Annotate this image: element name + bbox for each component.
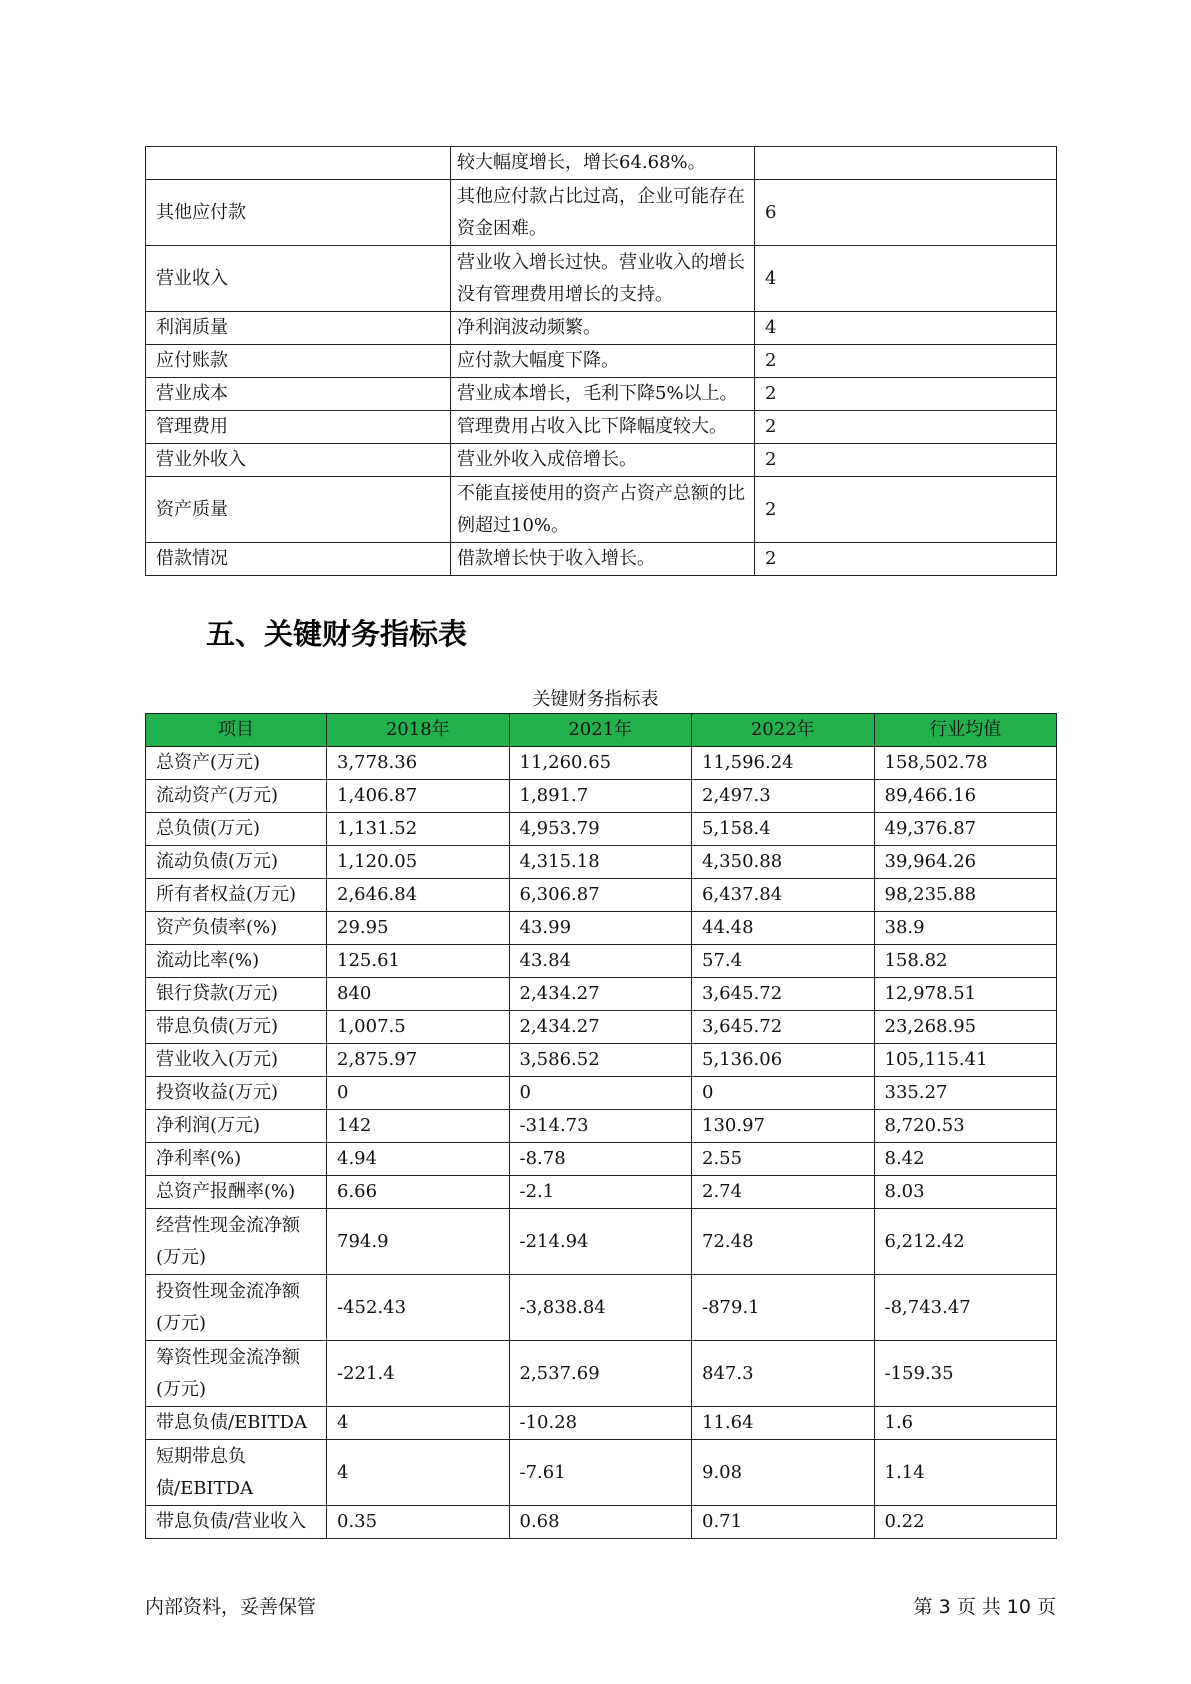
table-row	[146, 780, 1057, 813]
indicator-name: 流动负债(万元)	[146, 846, 327, 879]
indicator-value: 43.99	[509, 912, 692, 945]
table-row	[146, 1275, 1057, 1341]
indicator-value: 125.61	[327, 945, 510, 978]
indicator-name: 总资产报酬率(%)	[146, 1176, 327, 1209]
table-row	[146, 378, 1057, 411]
indicator-value: 8,720.53	[874, 1110, 1057, 1143]
indicator-value: 0.22	[874, 1506, 1057, 1539]
risk-item: 管理费用	[146, 411, 451, 444]
indicator-value: 2,434.27	[509, 978, 692, 1011]
indicator-value: 158,502.78	[874, 747, 1057, 780]
indicator-value: 0.35	[327, 1506, 510, 1539]
table-row	[146, 312, 1057, 345]
column-header: 2021年	[509, 714, 692, 747]
indicator-value: 11,596.24	[692, 747, 875, 780]
indicator-value: 2.74	[692, 1176, 875, 1209]
table-row	[146, 1044, 1057, 1077]
table-row	[146, 1209, 1057, 1275]
indicator-value: 49,376.87	[874, 813, 1057, 846]
indicator-name: 筹资性现金流净额(万元)	[146, 1341, 327, 1407]
table-row	[146, 180, 1057, 246]
risk-score: 2	[755, 444, 1057, 477]
indicator-value: 8.42	[874, 1143, 1057, 1176]
table-caption: 关键财务指标表	[532, 689, 659, 710]
indicator-name: 带息负债/EBITDA	[146, 1407, 327, 1440]
indicator-value: 142	[327, 1110, 510, 1143]
indicator-name: 营业收入(万元)	[146, 1044, 327, 1077]
indicator-value: 1,891.7	[509, 780, 692, 813]
indicator-value: 335.27	[874, 1077, 1057, 1110]
indicator-value: 3,645.72	[692, 1011, 875, 1044]
column-header: 行业均值	[874, 714, 1057, 747]
column-header: 项目	[146, 714, 327, 747]
risk-description: 应付款大幅度下降。	[451, 345, 755, 378]
indicator-value: 4	[327, 1440, 510, 1506]
indicator-value: 2,646.84	[327, 879, 510, 912]
indicator-value: 1,406.87	[327, 780, 510, 813]
indicator-name: 资产负债率(%)	[146, 912, 327, 945]
indicator-value: 840	[327, 978, 510, 1011]
table-row	[146, 1143, 1057, 1176]
indicator-name: 净利润(万元)	[146, 1110, 327, 1143]
table-row	[146, 747, 1057, 780]
table-row	[146, 1407, 1057, 1440]
table-row	[146, 1506, 1057, 1539]
risk-score: 4	[755, 246, 1057, 312]
risk-indicator-table	[145, 146, 1057, 576]
indicator-value: 9.08	[692, 1440, 875, 1506]
table-row	[146, 846, 1057, 879]
risk-item	[146, 147, 451, 180]
table-header-row	[146, 714, 1057, 747]
table-row	[146, 813, 1057, 846]
risk-item: 营业外收入	[146, 444, 451, 477]
risk-score: 2	[755, 378, 1057, 411]
table-row	[146, 1011, 1057, 1044]
indicator-value: 6,306.87	[509, 879, 692, 912]
indicator-value: 1.14	[874, 1440, 1057, 1506]
indicator-value: 794.9	[327, 1209, 510, 1275]
indicator-value: -314.73	[509, 1110, 692, 1143]
indicator-value: 2,434.27	[509, 1011, 692, 1044]
indicator-value: 5,158.4	[692, 813, 875, 846]
indicator-value: 2.55	[692, 1143, 875, 1176]
risk-description: 较大幅度增长，增长64.68%。	[451, 147, 755, 180]
risk-description: 营业成本增长，毛利下降5%以上。	[451, 378, 755, 411]
risk-item: 营业收入	[146, 246, 451, 312]
indicator-value: 4	[327, 1407, 510, 1440]
indicator-name: 流动比率(%)	[146, 945, 327, 978]
table-row	[146, 945, 1057, 978]
indicator-value: 1,131.52	[327, 813, 510, 846]
table-row	[146, 477, 1057, 543]
indicator-value: 43.84	[509, 945, 692, 978]
section-title: 五、关键财务指标表	[206, 617, 468, 651]
indicator-name: 带息负债(万元)	[146, 1011, 327, 1044]
indicator-value: 0.68	[509, 1506, 692, 1539]
indicator-value: 1,120.05	[327, 846, 510, 879]
indicator-value: 11,260.65	[509, 747, 692, 780]
table-row	[146, 1341, 1057, 1407]
indicator-value: 8.03	[874, 1176, 1057, 1209]
indicator-value: 847.3	[692, 1341, 875, 1407]
indicator-value: 3,778.36	[327, 747, 510, 780]
indicator-value: -8,743.47	[874, 1275, 1057, 1341]
indicator-name: 短期带息负债/EBITDA	[146, 1440, 327, 1506]
risk-item: 借款情况	[146, 543, 451, 576]
indicator-value: -2.1	[509, 1176, 692, 1209]
indicator-value: 105,115.41	[874, 1044, 1057, 1077]
indicator-value: -221.4	[327, 1341, 510, 1407]
risk-item: 其他应付款	[146, 180, 451, 246]
indicator-value: 3,586.52	[509, 1044, 692, 1077]
indicator-name: 所有者权益(万元)	[146, 879, 327, 912]
table-row	[146, 345, 1057, 378]
financial-indicator-table	[145, 713, 1057, 1539]
indicator-value: 6,212.42	[874, 1209, 1057, 1275]
indicator-name: 流动资产(万元)	[146, 780, 327, 813]
risk-score: 6	[755, 180, 1057, 246]
indicator-value: 39,964.26	[874, 846, 1057, 879]
indicator-value: 1.6	[874, 1407, 1057, 1440]
column-header: 2018年	[327, 714, 510, 747]
indicator-value: 4.94	[327, 1143, 510, 1176]
indicator-value: 6,437.84	[692, 879, 875, 912]
indicator-name: 总负债(万元)	[146, 813, 327, 846]
table-row	[146, 1176, 1057, 1209]
indicator-value: 11.64	[692, 1407, 875, 1440]
table-row	[146, 978, 1057, 1011]
indicator-name: 总资产(万元)	[146, 747, 327, 780]
risk-score: 2	[755, 477, 1057, 543]
risk-description: 营业收入增长过快。营业收入的增长没有管理费用增长的支持。	[451, 246, 755, 312]
table-row	[146, 1110, 1057, 1143]
indicator-value: 4,350.88	[692, 846, 875, 879]
indicator-value: 44.48	[692, 912, 875, 945]
indicator-value: 89,466.16	[874, 780, 1057, 813]
indicator-value: 130.97	[692, 1110, 875, 1143]
indicator-value: 98,235.88	[874, 879, 1057, 912]
indicator-value: 2,875.97	[327, 1044, 510, 1077]
risk-item: 应付账款	[146, 345, 451, 378]
indicator-value: 0	[509, 1077, 692, 1110]
risk-description: 不能直接使用的资产占资产总额的比例超过10%。	[451, 477, 755, 543]
indicator-value: 0	[327, 1077, 510, 1110]
risk-description: 借款增长快于收入增长。	[451, 543, 755, 576]
indicator-value: 3,645.72	[692, 978, 875, 1011]
table-row	[146, 444, 1057, 477]
risk-score	[755, 147, 1057, 180]
risk-score: 2	[755, 543, 1057, 576]
indicator-value: 2,537.69	[509, 1341, 692, 1407]
indicator-value: 12,978.51	[874, 978, 1057, 1011]
risk-score: 4	[755, 312, 1057, 345]
indicator-value: 4,953.79	[509, 813, 692, 846]
indicator-name: 银行贷款(万元)	[146, 978, 327, 1011]
indicator-value: 2,497.3	[692, 780, 875, 813]
indicator-value: -7.61	[509, 1440, 692, 1506]
table-row	[146, 912, 1057, 945]
indicator-value: -3,838.84	[509, 1275, 692, 1341]
indicator-value: 57.4	[692, 945, 875, 978]
indicator-value: -214.94	[509, 1209, 692, 1275]
indicator-value: 23,268.95	[874, 1011, 1057, 1044]
risk-description: 管理费用占收入比下降幅度较大。	[451, 411, 755, 444]
column-header: 2022年	[692, 714, 875, 747]
risk-score: 2	[755, 345, 1057, 378]
indicator-value: -452.43	[327, 1275, 510, 1341]
risk-description: 营业外收入成倍增长。	[451, 444, 755, 477]
footer-confidential-note: 内部资料，妥善保管	[145, 1596, 317, 1618]
indicator-value: 1,007.5	[327, 1011, 510, 1044]
indicator-value: 6.66	[327, 1176, 510, 1209]
table-row	[146, 411, 1057, 444]
indicator-name: 投资性现金流净额(万元)	[146, 1275, 327, 1341]
indicator-name: 投资收益(万元)	[146, 1077, 327, 1110]
indicator-value: -159.35	[874, 1341, 1057, 1407]
indicator-value: -879.1	[692, 1275, 875, 1341]
indicator-value: 5,136.06	[692, 1044, 875, 1077]
indicator-name: 经营性现金流净额(万元)	[146, 1209, 327, 1275]
indicator-value: 38.9	[874, 912, 1057, 945]
table-row	[146, 1440, 1057, 1506]
indicator-value: 29.95	[327, 912, 510, 945]
table-row	[146, 246, 1057, 312]
risk-description: 其他应付款占比过高，企业可能存在资金困难。	[451, 180, 755, 246]
table-row	[146, 879, 1057, 912]
indicator-value: 4,315.18	[509, 846, 692, 879]
indicator-value: 0.71	[692, 1506, 875, 1539]
risk-item: 利润质量	[146, 312, 451, 345]
table-row	[146, 1077, 1057, 1110]
risk-item: 资产质量	[146, 477, 451, 543]
indicator-value: 72.48	[692, 1209, 875, 1275]
footer-page-number: 第 3 页 共 10 页	[913, 1596, 1056, 1618]
table-row	[146, 147, 1057, 180]
indicator-value: 0	[692, 1077, 875, 1110]
indicator-value: -8.78	[509, 1143, 692, 1176]
risk-item: 营业成本	[146, 378, 451, 411]
table-row	[146, 543, 1057, 576]
indicator-value: 158.82	[874, 945, 1057, 978]
risk-description: 净利润波动频繁。	[451, 312, 755, 345]
risk-score: 2	[755, 411, 1057, 444]
indicator-name: 净利率(%)	[146, 1143, 327, 1176]
indicator-name: 带息负债/营业收入	[146, 1506, 327, 1539]
indicator-value: -10.28	[509, 1407, 692, 1440]
